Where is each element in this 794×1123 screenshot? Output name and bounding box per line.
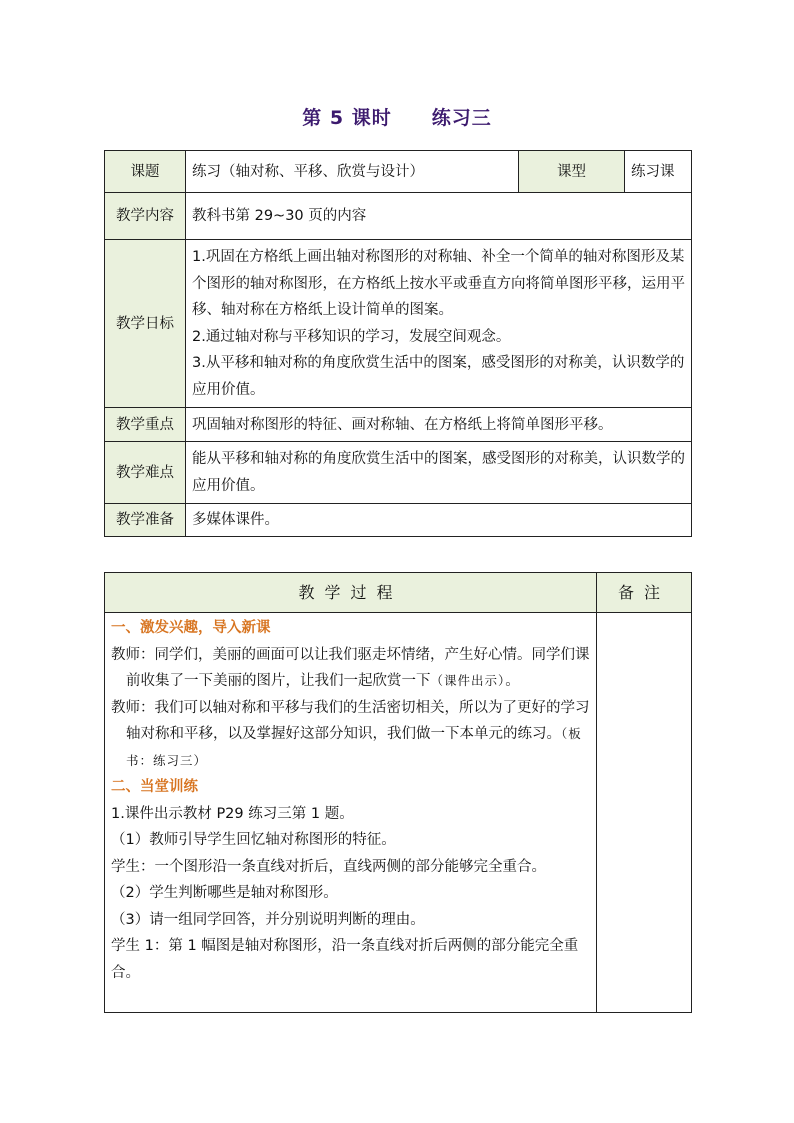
lesson-name: 练习三 <box>431 107 492 129</box>
paragraph-2-note: （板书：练习三） <box>126 726 582 768</box>
goal-item-1: 1.巩固在方格纸上画出轴对称图形的对称轴、补全一个简单的轴对称图形及某个图形的轴对称图形，在方格纸上按水平或垂直方向将简单图形平移，运用平移、轴对称在方格纸上设计简单的图案。 <box>192 249 685 318</box>
goal-item-3: 3.从平移和轴对称的角度欣赏生活中的图案，感受图形的对称美，认识数学的应用价值。 <box>192 355 685 398</box>
difficulty-label: 教学难点 <box>105 442 186 504</box>
paragraph-1-note: （课件出示） <box>430 673 506 688</box>
paragraph-1-text: 教师：同学们，美丽的画面可以让我们驱走坏情绪，产生好心情。同学们课前收集了一下美丽的图片，让我们一起欣赏一下 <box>111 646 590 689</box>
paragraph-1-end: 。 <box>505 673 520 689</box>
topic-row <box>105 151 692 193</box>
exercise-line-4: （2）学生判断哪些是轴对称图形。 <box>111 885 338 901</box>
paragraph-1 <box>111 642 592 695</box>
lesson-info-table <box>104 150 692 537</box>
prep-row <box>105 504 692 537</box>
prep-label: 教学准备 <box>105 504 186 537</box>
content-value: 教科书第 29~30 页的内容 <box>186 193 692 240</box>
lesson-title <box>0 103 794 130</box>
notes-header: 备注 <box>597 573 692 613</box>
goals-value <box>186 240 692 408</box>
exercise-line-5: （3）请一组同学回答，并分别说明判断的理由。 <box>111 911 425 928</box>
exercise-line-6: 学生 1：第 1 幅图是轴对称图形，沿一条直线对折后两侧的部分能完全重合。 <box>111 938 579 981</box>
key-row <box>105 408 692 442</box>
process-header-row <box>105 573 692 613</box>
goals-label: 教学日标 <box>105 240 186 408</box>
process-content <box>105 613 597 1013</box>
content-label: 教学内容 <box>105 193 186 240</box>
goals-row <box>105 240 692 408</box>
process-header: 教学过程 <box>105 573 597 613</box>
paragraph-2-text: 教师：我们可以轴对称和平移与我们的生活密切相关，所以为了更好的学习轴对称和平移，以及掌握好这部分知识，我们做一下本单元的练习。 <box>111 699 590 742</box>
lesson-number: 第 5 课时 <box>302 107 392 129</box>
paragraph-2 <box>111 695 592 775</box>
topic-label: 课题 <box>105 151 186 193</box>
topic-value: 练习（轴对称、平移、欣赏与设计） <box>186 151 519 193</box>
teaching-process-table <box>104 572 692 1013</box>
difficulty-row <box>105 442 692 504</box>
exercise-line-2: （1）教师引导学生回忆轴对称图形的特征。 <box>111 832 396 848</box>
exercise-line-1: 1.课件出示教材 P29 练习三第 1 题。 <box>111 805 354 822</box>
key-value: 巩固轴对称图形的特征、画对称轴、在方格纸上将简单图形平移。 <box>186 408 692 442</box>
type-label: 课型 <box>519 151 625 193</box>
type-value: 练习课 <box>625 151 692 193</box>
key-label: 教学重点 <box>105 408 186 442</box>
difficulty-value <box>186 442 692 504</box>
content-row <box>105 193 692 240</box>
process-body-row <box>105 613 692 1013</box>
prep-value: 多媒体课件。 <box>186 504 692 537</box>
goal-item-2: 2.通过轴对称与平移知识的学习，发展空间观念。 <box>192 328 511 345</box>
section-1-heading: 一、激发兴趣，导入新课 <box>111 620 271 636</box>
difficulty-text: 能从平移和轴对称的角度欣赏生活中的图案，感受图形的对称美，认识数学的应用价值。 <box>192 451 685 494</box>
exercise-line-3: 学生：一个图形沿一条直线对折后，直线两侧的部分能够完全重合。 <box>111 858 546 875</box>
notes-column <box>597 613 692 1013</box>
section-2-heading: 二、当堂训练 <box>111 779 198 795</box>
